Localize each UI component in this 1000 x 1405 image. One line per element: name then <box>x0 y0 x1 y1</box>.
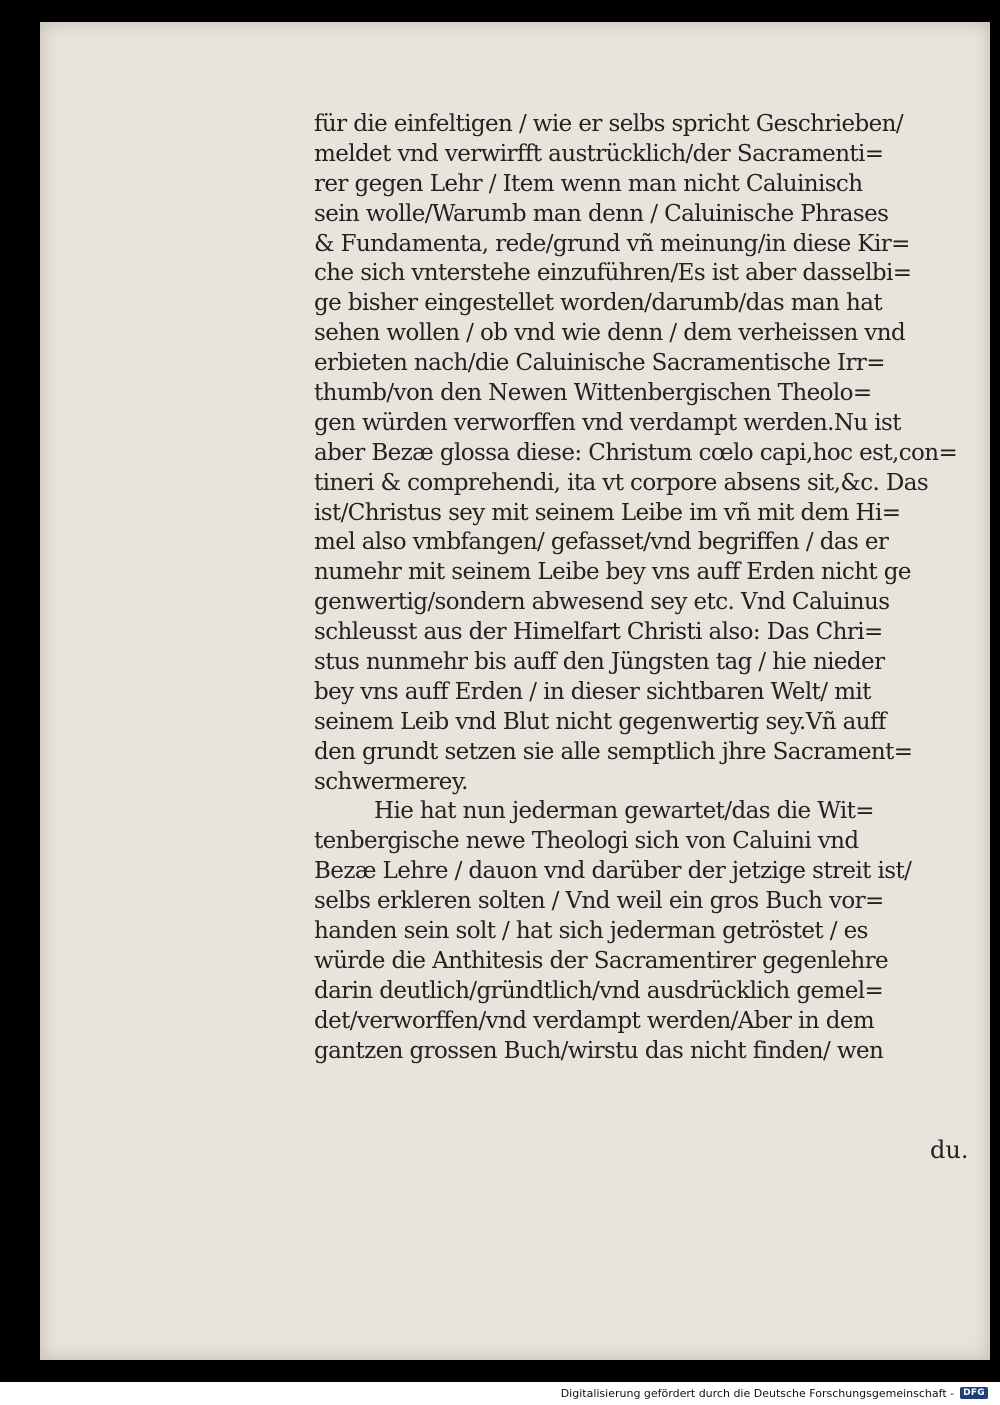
text-line: sehen wollen / ob vnd wie denn / dem verheissen vnd <box>314 320 906 347</box>
text-line: gen würden verworffen vnd verdampt werden.Nu ist <box>314 409 901 436</box>
text-line: bey vns auff Erden / in dieser sichtbaren Welt/ mit <box>314 678 871 705</box>
footer-text: Digitalisierung gefördert durch die Deutsche Forschungsgemeinschaft - <box>560 1386 955 1400</box>
text-line: numehr mit seinem Leibe bey vns auff Erden nicht ge <box>314 559 911 586</box>
text-line: & Fundamenta, rede/grund vñ meinung/in diese Kir= <box>314 230 910 257</box>
text-line: thumb/von den Newen Wittenbergischen Theolo= <box>314 380 872 407</box>
footer-credit <box>561 1383 988 1403</box>
text-line: aber Bezæ glossa diese: Christum cœlo capi,hoc est,con= <box>314 439 958 466</box>
text-line: che sich vnterstehe einzuführen/Es ist aber dasselbi= <box>314 260 912 287</box>
text-line: den grundt setzen sie alle semptlich jhre Sacrament= <box>314 738 913 765</box>
text-line: mel also vmbfangen/ gefasset/vnd begriffen / das er <box>314 529 889 556</box>
text-line: meldet vnd verwirfft austrücklich/der Sacramenti= <box>314 140 884 167</box>
catchword: du. <box>930 1136 969 1164</box>
text-line: ist/Christus sey mit seinem Leibe im vñ mit dem Hi= <box>314 499 901 526</box>
text-line: handen sein solt / hat sich jederman getröstet / es <box>314 918 868 945</box>
text-line: selbs erkleren solten / Vnd weil ein gros Buch vor= <box>314 888 884 915</box>
page-text-block <box>314 110 974 1067</box>
text-line: tenbergische newe Theologi sich von Caluini vnd <box>314 828 859 855</box>
text-line: sein wolle/Warumb man denn / Caluinische Phrases <box>314 200 889 227</box>
text-line: det/verworffen/vnd verdampt werden/Aber in dem <box>314 1007 875 1034</box>
text-line: Hie hat nun jederman gewartet/das die Wit= <box>374 798 874 825</box>
text-line: tineri & comprehendi, ita vt corpore absens sit,&c. Das <box>314 469 929 496</box>
text-line: Bezæ Lehre / dauon vnd darüber der jetzige streit ist/ <box>314 858 912 885</box>
text-line: schwermerey. <box>314 768 468 795</box>
text-line: darin deutlich/gründtlich/vnd ausdrücklich gemel= <box>314 977 884 1004</box>
text-line: gantzen grossen Buch/wirstu das nicht finden/ wen <box>314 1037 884 1064</box>
text-line: genwertig/sondern abwesend sey etc. Vnd Caluinus <box>314 589 890 616</box>
text-line: für die einfeltigen / wie er selbs spricht Geschrieben/ <box>314 111 903 137</box>
text-line: erbieten nach/die Caluinische Sacramentische Irr= <box>314 350 885 377</box>
text-line: rer gegen Lehr / Item wenn man nicht Caluinisch <box>314 170 863 197</box>
dfg-logo-icon: DFG <box>960 1387 988 1399</box>
text-line: würde die Anthitesis der Sacramentirer gegenlehre <box>314 947 889 974</box>
text-line: ge bisher eingestellet worden/darumb/das man hat <box>314 290 883 317</box>
text-line: seinem Leib vnd Blut nicht gegenwertig sey.Vñ auff <box>314 708 886 735</box>
text-line: schleusst aus der Himelfart Christi also: Das Chri= <box>314 619 883 646</box>
text-line: stus nunmehr bis auff den Jüngsten tag / hie nieder <box>314 649 885 676</box>
